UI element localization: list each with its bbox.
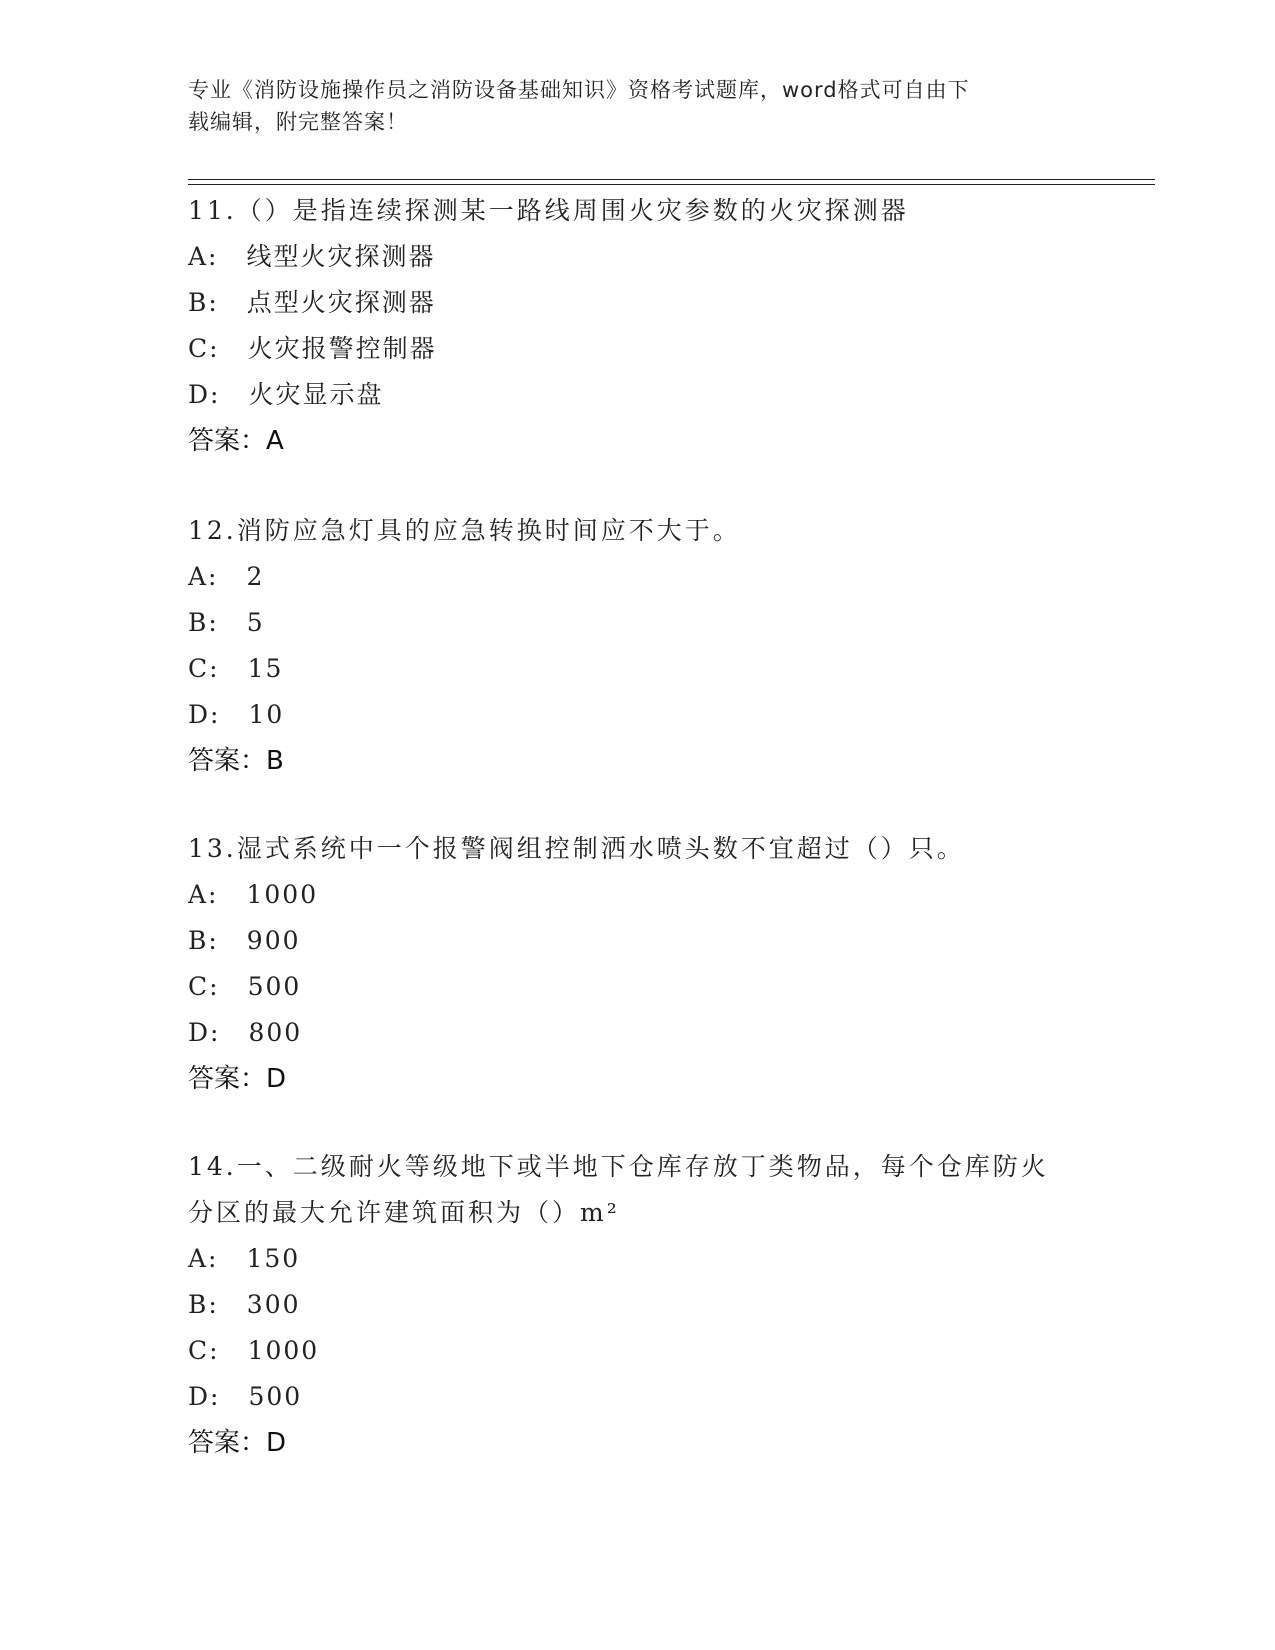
question-11 [188,188,1088,464]
option-text: 线型火灾探测器 [246,242,436,271]
option-letter: C: [188,654,220,683]
header-rule-top [188,179,1155,180]
option-text: 点型火灾探测器 [246,288,436,317]
option-a [188,872,1088,918]
question-14 [188,1144,1088,1466]
option-letter: C: [188,334,220,363]
header-line-1: 专业《消防设施操作员之消防设备基础知识》资格考试题库，word格式可自由下 [188,78,970,102]
option-b [188,280,1088,326]
option-c [188,1328,1088,1374]
option-text: 火灾报警控制器 [247,334,437,363]
option-text: 火灾显示盘 [248,380,384,409]
option-d [188,1374,1088,1420]
option-letter: A: [188,562,219,591]
option-d [188,372,1088,418]
header-rule-bottom [188,184,1155,185]
option-letter: C: [188,1336,220,1365]
option-letter: D: [188,700,221,729]
option-a [188,554,1088,600]
question-stem-line-2: 分区的最大允许建筑面积为（）m² [188,1198,620,1227]
option-text: 15 [247,654,284,683]
option-text: 2 [246,562,265,591]
option-text: 500 [247,972,302,1001]
option-text: 5 [246,608,265,637]
question-stem: 11.（）是指连续探测某一路线周围火灾参数的火灾探测器 [188,196,909,225]
option-c [188,964,1088,1010]
option-text: 900 [246,926,301,955]
question-12 [188,508,1088,784]
question-stem: 12.消防应急灯具的应急转换时间应不大于。 [188,516,741,545]
option-text: 800 [248,1018,303,1047]
option-text: 1000 [246,880,319,909]
option-c [188,646,1088,692]
option-letter: C: [188,972,220,1001]
answer: 答案：B [188,746,284,776]
answer: 答案：D [188,1064,287,1094]
option-letter: A: [188,242,219,271]
option-b [188,918,1088,964]
option-text: 300 [246,1290,301,1319]
option-text: 1000 [247,1336,320,1365]
option-letter: D: [188,1018,221,1047]
option-a [188,234,1088,280]
option-letter: A: [188,880,219,909]
answer: 答案：D [188,1428,287,1458]
option-text: 10 [248,700,285,729]
question-stem-line-1: 14.一、二级耐火等级地下或半地下仓库存放丁类物品，每个仓库防火 [188,1152,1049,1181]
option-b [188,1282,1088,1328]
option-c [188,326,1088,372]
option-d [188,692,1088,738]
option-letter: A: [188,1244,219,1273]
document-header [188,74,1068,138]
option-text: 150 [246,1244,301,1273]
option-letter: B: [188,926,219,955]
option-letter: B: [188,1290,219,1319]
option-d [188,1010,1088,1056]
option-letter: D: [188,380,221,409]
option-b [188,600,1088,646]
option-a [188,1236,1088,1282]
option-letter: B: [188,288,219,317]
option-letter: D: [188,1382,221,1411]
question-stem: 13.湿式系统中一个报警阀组控制洒水喷头数不宜超过（）只。 [188,834,965,863]
answer: 答案：A [188,426,284,456]
option-text: 500 [248,1382,303,1411]
option-letter: B: [188,608,219,637]
question-13 [188,826,1088,1102]
header-line-2: 载编辑，附完整答案！ [188,110,408,134]
